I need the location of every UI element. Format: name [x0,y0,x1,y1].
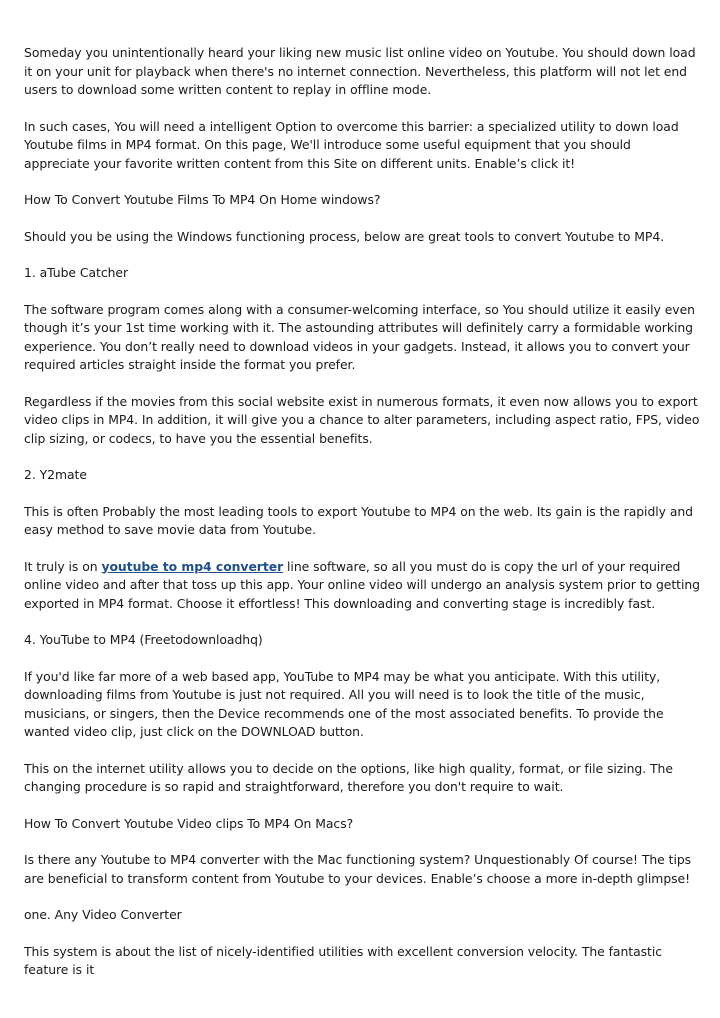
document-page [24,44,700,998]
y2mate-text-after-link: line software, so all you must do is copy the url of your required online video and after that toss up this app. Your online video will undergo an analysis system prior to getting exported in MP4 format. Choose it effortless! This downloading and converting stage is incredibly fast. [24,558,700,611]
freetodownloadhq-paragraph-1: If you'd like far more of a web based app, YouTube to MP4 may be what you anticipate. With this utility, downloading films from Youtube is just not required. All you will need is to look the title of the music, musicians, or singers, then the Device recommends one of the most associated benefits. To provide the wanted video clip, just click on the DOWNLOAD button. [24,668,664,739]
freetodownloadhq-paragraph-2: This on the internet utility allows you to decide on the options, like high quality, format, or file sizing. The changing procedure is so rapid and straightforward, therefore you don't require to wait. [24,760,673,794]
atube-heading: 1. aTube Catcher [24,265,129,280]
y2mate-paragraph-2 [24,558,700,614]
atube-paragraph-1: The software program comes along with a consumer-welcoming interface, so You should utilize it easily even though it’s your 1st time working with it. The astounding attributes will definitely carry a formidable working experience. You don’t really need to download videos in your gadgets. Instead, it allows you to convert your required articles straight inside the format you prefer. [24,301,695,372]
youtube-to-mp4-converter-link[interactable]: youtube to mp4 converter [101,558,284,574]
mac-heading: How To Convert Youtube Video clips To MP4 On Macs? [24,815,354,831]
atube-paragraph-2: Regardless if the movies from this social website exist in numerous formats, it even now allows you to export video clips in MP4. In addition, it will give you a chance to alter parameters, including aspect ratio, FPS, video clip sizing, or codecs, to have you the essential benefits. [24,393,700,446]
y2mate-heading: 2. Y2mate [24,467,87,482]
windows-intro-paragraph: Should you be using the Windows functioning process, below are great tools to convert Youtube to MP4. [24,228,665,244]
intro-paragraph: Someday you unintentionally heard your liking new music list online video on Youtube. You should down load it on your unit for playback when there's no internet connection. Nevertheless, this platform will not let end users to download some written content to replay in offline mode. [24,45,696,97]
windows-heading: How To Convert Youtube Films To MP4 On Home windows? [24,192,381,207]
y2mate-paragraph-1: This is often Probably the most leading tools to export Youtube to MP4 on the web. Its gain is the rapidly and easy method to save movie data from Youtube. [24,503,693,537]
solution-paragraph: In such cases, You will need a intelligent Option to overcome this barrier: a specialized utility to down load Youtube films in MP4 format. On this page, We'll introduce some useful equipment that you should appreciate your favorite written content from this Site on different units. Enable’s click it! [24,118,679,171]
any-video-converter-paragraph: This system is about the list of nicely-identified utilities with excellent conversion velocity. The fantastic feature is it [24,943,662,977]
mac-intro-paragraph: Is there any Youtube to MP4 converter with the Mac functioning system? Unquestionably Of course! The tips are beneficial to transform content from Youtube to your devices. Enable’s choose a more in-depth glimpse! [24,852,692,886]
freetodownloadhq-heading: 4. YouTube to MP4 (Freetodownloadhq) [24,632,263,647]
any-video-converter-heading: one. Any Video Converter [24,907,182,922]
y2mate-text-before-link: It truly is on [24,558,102,574]
